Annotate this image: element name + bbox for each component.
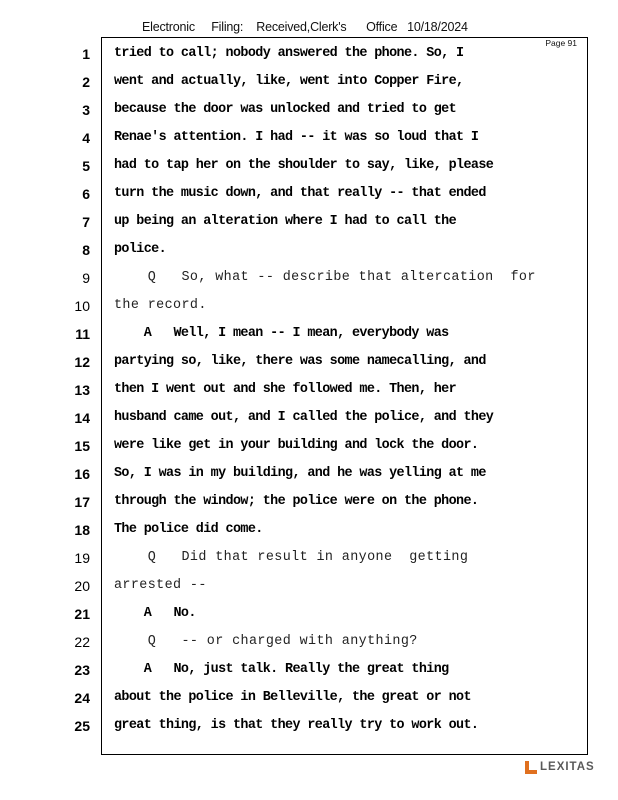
line-number: 7 <box>82 214 90 230</box>
transcript-line: were like get in your building and lock the door. <box>114 438 479 453</box>
line-number: 16 <box>74 466 90 482</box>
transcript-line: Q So, what -- describe that altercation for <box>114 270 536 285</box>
transcript-line: A No. <box>114 606 196 621</box>
transcript-line: went and actually, like, went into Copper Fire, <box>114 74 464 89</box>
transcript-line: Q -- or charged with anything? <box>114 634 418 649</box>
lexitas-logo-text: LEXITAS <box>540 761 595 773</box>
transcript-line: about the police in Belleville, the great or not <box>114 690 471 705</box>
transcript-line: had to tap her on the shoulder to say, like, please <box>114 158 494 173</box>
transcript-line: tried to call; nobody answered the phone. So, I <box>114 46 464 61</box>
line-number: 2 <box>82 74 90 90</box>
filing-stamp: Electronic Filing: Received,Clerk's Office 10/18/2024 <box>142 20 468 34</box>
transcript-line: A Well, I mean -- I mean, everybody was <box>114 326 449 341</box>
line-number: 9 <box>82 270 90 286</box>
transcript-line: through the window; the police were on the phone. <box>114 494 479 509</box>
transcript-line: police. <box>114 242 167 257</box>
line-number: 6 <box>82 186 90 202</box>
transcript-line: up being an alteration where I had to call the <box>114 214 457 229</box>
transcript-body <box>114 40 574 740</box>
transcript-line: The police did come. <box>114 522 263 537</box>
transcript-line: great thing, is that they really try to work out. <box>114 718 479 733</box>
line-number: 18 <box>74 522 90 538</box>
line-number: 10 <box>74 298 90 314</box>
line-number: 25 <box>74 718 90 734</box>
line-number: 23 <box>74 662 90 678</box>
line-number: 14 <box>74 410 90 426</box>
line-number: 11 <box>75 326 90 342</box>
line-number: 13 <box>74 382 90 398</box>
transcript-line: husband came out, and I called the police, and they <box>114 410 494 425</box>
transcript-line: So, I was in my building, and he was yelling at me <box>114 466 486 481</box>
line-number: 21 <box>74 606 90 622</box>
line-number: 20 <box>74 578 90 594</box>
transcript-line: arrested -- <box>114 578 207 593</box>
transcript-line: Q Did that result in anyone getting <box>114 550 469 565</box>
line-number: 12 <box>74 354 90 370</box>
line-number: 4 <box>82 130 90 146</box>
line-number: 5 <box>82 158 90 174</box>
transcript-line: Renae's attention. I had -- it was so loud that I <box>114 130 479 145</box>
line-number: 15 <box>74 438 90 454</box>
line-number: 19 <box>74 550 90 566</box>
transcript-line: partying so, like, there was some namecalling, and <box>114 354 486 369</box>
transcript-line: then I went out and she followed me. Then, her <box>114 382 457 397</box>
page-number: Page 91 <box>545 38 577 48</box>
transcript-line: turn the music down, and that really -- that ended <box>114 186 486 201</box>
line-number: 24 <box>74 690 90 706</box>
line-number-column <box>60 40 90 740</box>
transcript-line: the record. <box>114 298 207 313</box>
line-number: 3 <box>82 102 90 118</box>
line-number: 1 <box>82 46 90 62</box>
line-number: 22 <box>74 634 90 650</box>
transcript-line: because the door was unlocked and tried to get <box>114 102 457 117</box>
line-number: 8 <box>82 242 90 258</box>
lexitas-logo <box>524 758 595 776</box>
transcript-line: A No, just talk. Really the great thing <box>114 662 449 677</box>
lexitas-logo-mark-icon <box>524 759 538 775</box>
line-number: 17 <box>74 494 90 510</box>
